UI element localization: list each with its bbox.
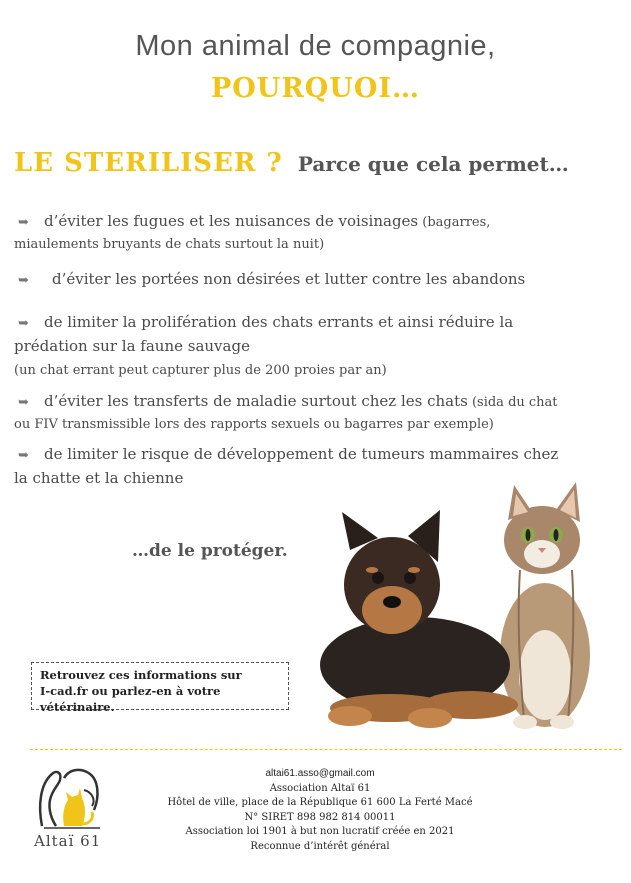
protect-text: …de le protéger. — [132, 541, 288, 561]
footer-siret: N° SIRET 898 982 814 00011 — [244, 811, 396, 823]
heading — [14, 148, 569, 178]
item-note-line2: ou FIV transmissible lors des rapports sexuels ou bagarres par exemple) — [14, 417, 494, 432]
list-item — [14, 311, 614, 381]
info-line2: I-cad.fr ou parlez-en à votre vétérinaire. — [40, 684, 221, 714]
item-text: d’éviter les fugues et les nuisances de voisinages — [44, 212, 419, 230]
footer-name: Association Altaï 61 — [269, 782, 371, 794]
item-text: de limiter le risque de développement de tumeurs mammaires chez — [44, 445, 559, 463]
footer — [150, 767, 490, 854]
footer-recognition: Reconnue d’intérêt général — [250, 840, 390, 852]
item-note-line2: miaulements bruyants de chats surtout la nuit) — [14, 237, 325, 252]
title-line2: POURQUOI… — [210, 73, 421, 104]
logo-text: Altaï 61 — [34, 832, 102, 850]
footer-law: Association loi 1901 à but non lucratif créée en 2021 — [185, 826, 455, 837]
item-note: (un chat errant peut capturer plus de 200 proies par an) — [14, 363, 387, 378]
dog-cat-logo-icon — [34, 766, 106, 832]
item-text: d’éviter les transferts de maladie surtout chez les chats — [44, 392, 468, 410]
arrow-right-icon: ➥ — [18, 316, 29, 331]
arrow-right-icon: ➥ — [18, 273, 29, 288]
heading-accent: LE STERILISER ? — [14, 148, 283, 178]
arrow-right-icon: ➥ — [18, 215, 29, 230]
title-line1: Mon animal de compagnie, — [135, 30, 496, 62]
list-item — [14, 268, 614, 291]
footer-address: Hôtel de ville, place de la République 61 600 La Ferté Macé — [167, 797, 473, 808]
footer-email[interactable]: altai61.asso@gmail.com — [265, 768, 375, 779]
arrow-right-icon: ➥ — [18, 448, 29, 463]
item-text-line2: prédation sur la faune sauvage — [14, 337, 250, 355]
item-text: d’éviter les portées non désirées et lutter contre les abandons — [52, 270, 526, 288]
item-note: (sida du chat — [467, 395, 558, 410]
puppy-kitten-photo — [320, 480, 620, 735]
item-text-line2: la chatte et la chienne — [14, 469, 184, 487]
info-line1: Retrouvez ces informations sur — [40, 668, 242, 682]
info-box — [31, 662, 289, 714]
arrow-right-icon: ➥ — [18, 395, 29, 410]
heading-rest: Parce que cela permet… — [297, 152, 569, 176]
item-note: (bagarres, — [418, 215, 491, 230]
item-text: de limiter la prolifération des chats errants et ainsi réduire la — [44, 313, 514, 331]
list-item — [14, 210, 614, 254]
list-item — [14, 390, 614, 434]
footer-separator — [30, 749, 622, 750]
